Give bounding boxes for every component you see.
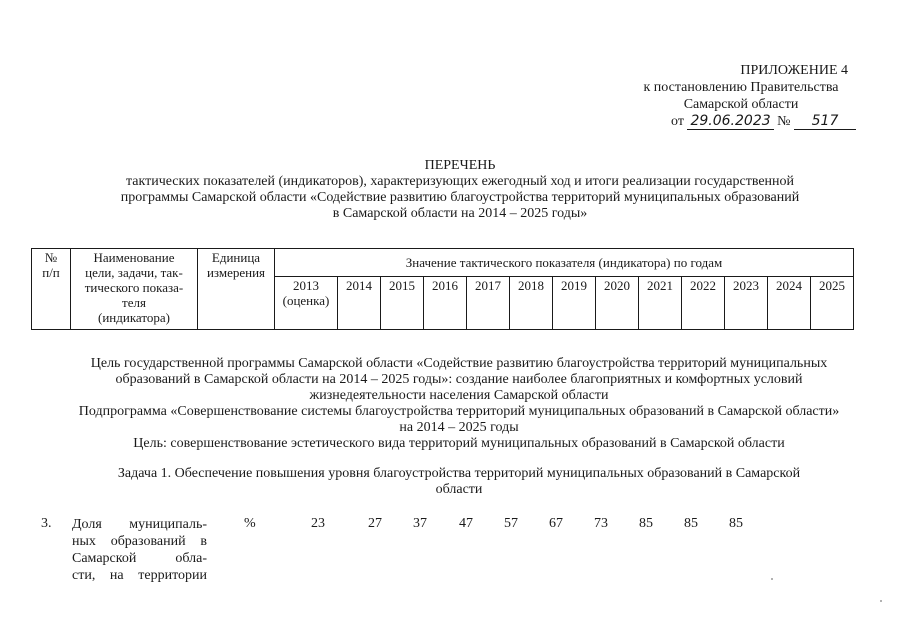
row-value: 85 — [639, 516, 653, 531]
task-line: области — [435, 482, 483, 497]
row-value: 73 — [594, 516, 608, 531]
appendix-line-2: к постановлению Правительства — [643, 80, 839, 95]
year-header: 2017 — [467, 276, 510, 329]
handwritten-number: 517 — [794, 114, 856, 130]
year-header: 2020 — [596, 276, 639, 329]
goal-line: образований в Самарской области на 2014 – 2025 годы»: создание наиболее благоприятных и комфортных условий — [115, 372, 803, 387]
year-header: 2025 — [811, 276, 854, 329]
year-header: 2021 — [639, 276, 682, 329]
year-header: 2016 — [424, 276, 467, 329]
year-header: 2015 — [381, 276, 424, 329]
scan-speck — [880, 600, 882, 602]
date-prefix: от — [671, 114, 684, 129]
year-header: 2024 — [768, 276, 811, 329]
year-header: 2022 — [682, 276, 725, 329]
appendix-line-3: Самарской области — [683, 97, 799, 112]
year-header: 2014 — [338, 276, 381, 329]
subprogram-line: на 2014 – 2025 годы — [399, 420, 519, 435]
row-value: 85 — [684, 516, 698, 531]
goal-line: Цель государственной программы Самарской области «Содействие развитию благоустройства территорий муниципальных — [90, 356, 828, 371]
appendix-header — [626, 62, 856, 130]
document-title — [60, 158, 860, 222]
row-value: 23 — [311, 516, 325, 531]
column-unit-header: Единица измерения — [198, 249, 275, 330]
title-line-2: программы Самарской области «Содействие развитию благоустройства территорий муниципальных образований — [120, 190, 800, 205]
year-header: 2019 — [553, 276, 596, 329]
row-value: 27 — [368, 516, 382, 531]
task-line: Задача 1. Обеспечение повышения уровня благоустройства территорий муниципальных образований в Самарской — [117, 466, 801, 481]
row-indicator-name: Доля муниципаль- ных образований в Самарской обла- сти, на территории — [72, 517, 207, 583]
row-value: 57 — [504, 516, 518, 531]
number-prefix: № — [777, 114, 791, 129]
row-value: 85 — [729, 516, 743, 531]
column-name-header: Наименование цели, задачи, так- тического показа- теля (индикатора) — [71, 249, 198, 330]
goal-line: жизнедеятельности населения Самарской области — [309, 388, 609, 403]
row-number: 3. — [41, 516, 52, 531]
year-header: 2018 — [510, 276, 553, 329]
row-value: 67 — [549, 516, 563, 531]
values-header: Значение тактического показателя (индикатора) по годам — [275, 249, 854, 277]
row-unit: % — [244, 516, 256, 531]
date-number-row — [626, 113, 856, 130]
row-value: 47 — [459, 516, 473, 531]
column-number-header: № п/п — [32, 249, 71, 330]
appendix-label: ПРИЛОЖЕНИЕ 4 — [740, 63, 848, 78]
year-2013-header: 2013 (оценка) — [275, 276, 338, 329]
title-heading: ПЕРЕЧЕНЬ — [424, 158, 496, 173]
subprogram-line: Подпрограмма «Совершенствование системы благоустройства территорий муниципальных образований в Самарской области» — [78, 404, 840, 419]
goals-section — [25, 356, 893, 498]
scan-speck — [771, 578, 773, 580]
title-line-1: тактических показателей (индикаторов), характеризующих ежегодный ход и итоги реализации государственной — [125, 174, 795, 189]
year-header: 2023 — [725, 276, 768, 329]
row-value: 37 — [413, 516, 427, 531]
sub-goal: Цель: совершенствование эстетического вида территорий муниципальных образований в Самарской области — [133, 436, 785, 451]
indicator-table-header — [31, 248, 854, 330]
title-line-3: в Самарской области на 2014 – 2025 годы» — [332, 206, 588, 221]
handwritten-date: 29.06.2023 — [687, 114, 773, 130]
